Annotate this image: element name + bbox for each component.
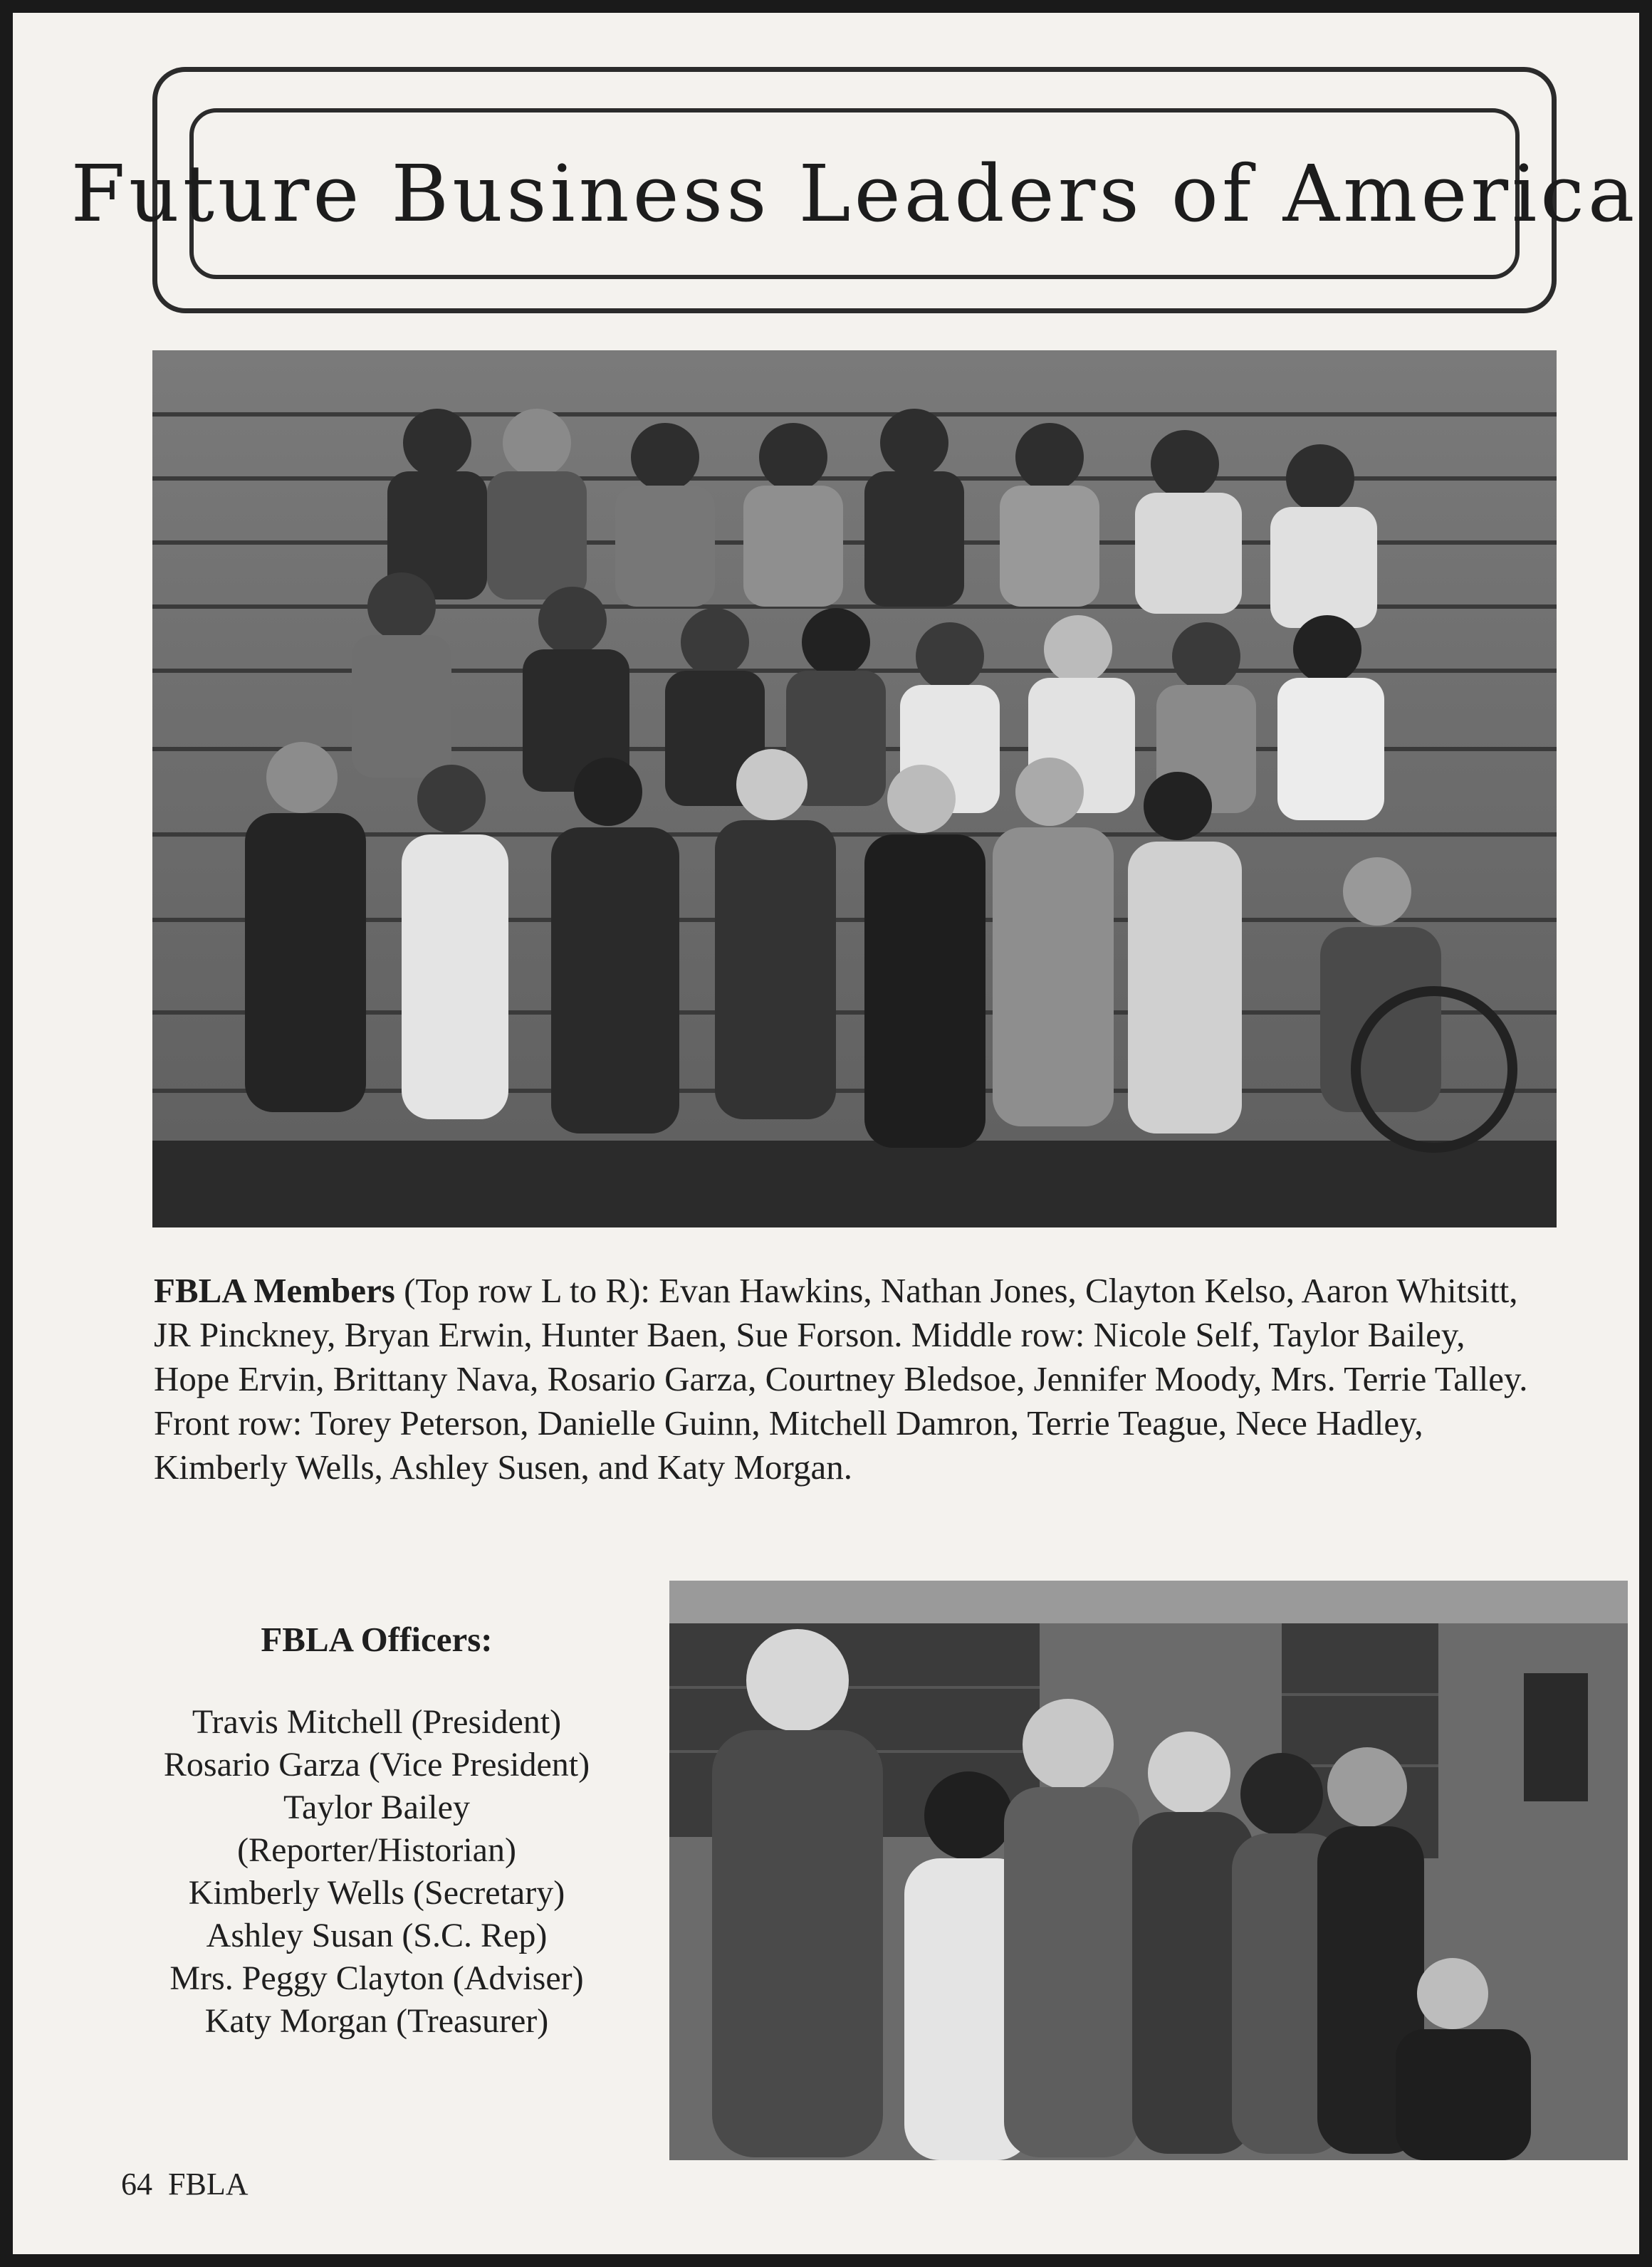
group-photo bbox=[152, 350, 1557, 1227]
members-caption-label: FBLA Members bbox=[154, 1271, 395, 1310]
officer-line: Taylor Bailey bbox=[283, 1789, 470, 1826]
members-caption bbox=[154, 1269, 1528, 1489]
officer-line: Rosario Garza (Vice President) bbox=[163, 1746, 590, 1784]
page-footer bbox=[121, 2166, 248, 2202]
officer-line: Katy Morgan (Treasurer) bbox=[204, 2002, 549, 2040]
officer-line: Kimberly Wells (Secretary) bbox=[188, 1874, 565, 1912]
officers-photo-image bbox=[669, 1581, 1628, 2160]
officers-heading: FBLA Officers: bbox=[261, 1620, 493, 1659]
officers-photo bbox=[669, 1581, 1628, 2160]
group-photo-image bbox=[152, 350, 1557, 1227]
officer-line: Ashley Susan (S.C. Rep) bbox=[206, 1917, 548, 1954]
officer-line: Travis Mitchell (President) bbox=[192, 1703, 562, 1741]
page-title: Future Business Leaders of America bbox=[70, 148, 1638, 239]
members-caption-text: (Top row L to R): Evan Hawkins, Nathan Jones, Clayton Kelso, Aaron Whitsitt, JR Pinckney, Bryan Erwin, Hunter Baen, Sue Forson. Middle row: Nicole Self, Taylor Bailey, Hope Ervin, Brittany Nava, Rosario Garza, Courtney Bledsoe, Jennifer Moody, Mrs. Terrie Talley. Front row: Torey Peterson, Danielle Guinn, Mitchell Damron, Terrie Teague, Nece Hadley, Kimberly Wells, Ashley Susen, and Katy Morgan. bbox=[154, 1271, 1528, 1487]
officers-list bbox=[120, 1619, 634, 2043]
page-number: 64 bbox=[121, 2167, 152, 2201]
title-banner bbox=[70, 108, 1638, 279]
officer-line: (Reporter/Historian) bbox=[237, 1831, 516, 1869]
yearbook-page bbox=[13, 13, 1639, 2254]
officer-line: Mrs. Peggy Clayton (Adviser) bbox=[169, 1959, 584, 1997]
footer-section: FBLA bbox=[168, 2167, 249, 2201]
